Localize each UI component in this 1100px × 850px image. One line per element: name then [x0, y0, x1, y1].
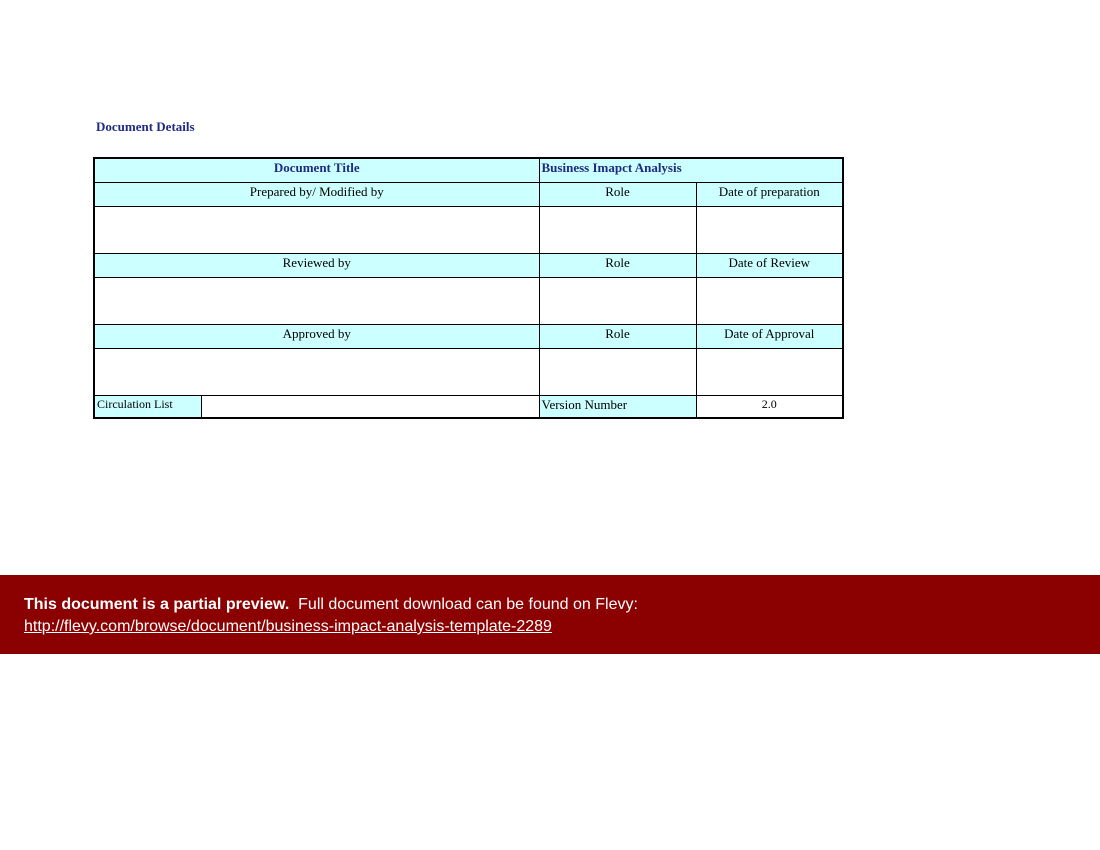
prepared-by-value[interactable] [94, 206, 539, 253]
reviewed-by-value[interactable] [94, 277, 539, 324]
approved-by-label: Approved by [94, 324, 539, 348]
document-title-value: Business Imapct Analysis [539, 158, 843, 182]
table-row-title [94, 158, 843, 182]
prepared-by-label: Prepared by/ Modified by [94, 182, 539, 206]
version-number-label: Version Number [539, 395, 696, 418]
approved-role-value[interactable] [539, 348, 696, 395]
approved-by-value[interactable] [94, 348, 539, 395]
prepared-date-label: Date of preparation [696, 182, 843, 206]
table-row-footer [94, 395, 843, 418]
document-details-heading: Document Details [96, 119, 195, 134]
approved-date-value[interactable] [696, 348, 843, 395]
table-row-approved-values [94, 348, 843, 395]
banner-download-link[interactable]: http://flevy.com/browse/document/business-impact-analysis-template-2289 [24, 618, 552, 635]
reviewed-date-value[interactable] [696, 277, 843, 324]
circulation-list-value[interactable] [201, 395, 539, 418]
version-number-value[interactable]: 2.0 [696, 395, 843, 418]
prepared-role-label: Role [539, 182, 696, 206]
table-row-reviewed-values [94, 277, 843, 324]
reviewed-by-label: Reviewed by [94, 253, 539, 277]
approved-date-label: Date of Approval [696, 324, 843, 348]
reviewed-date-label: Date of Review [696, 253, 843, 277]
table-row-approved-header [94, 324, 843, 348]
circulation-list-label: Circulation List [94, 395, 201, 418]
banner-text: Full document download can be found on Flevy: [298, 596, 638, 613]
table-row-prepared-values [94, 206, 843, 253]
banner-strong-text: This document is a partial preview. [24, 596, 290, 613]
table-row-prepared-header [94, 182, 843, 206]
document-details-table [93, 157, 844, 419]
prepared-role-value[interactable] [539, 206, 696, 253]
reviewed-role-label: Role [539, 253, 696, 277]
reviewed-role-value[interactable] [539, 277, 696, 324]
prepared-date-value[interactable] [696, 206, 843, 253]
table-row-reviewed-header [94, 253, 843, 277]
approved-role-label: Role [539, 324, 696, 348]
document-title-label: Document Title [94, 158, 539, 182]
banner-message [24, 594, 1076, 616]
preview-banner [0, 575, 1100, 654]
